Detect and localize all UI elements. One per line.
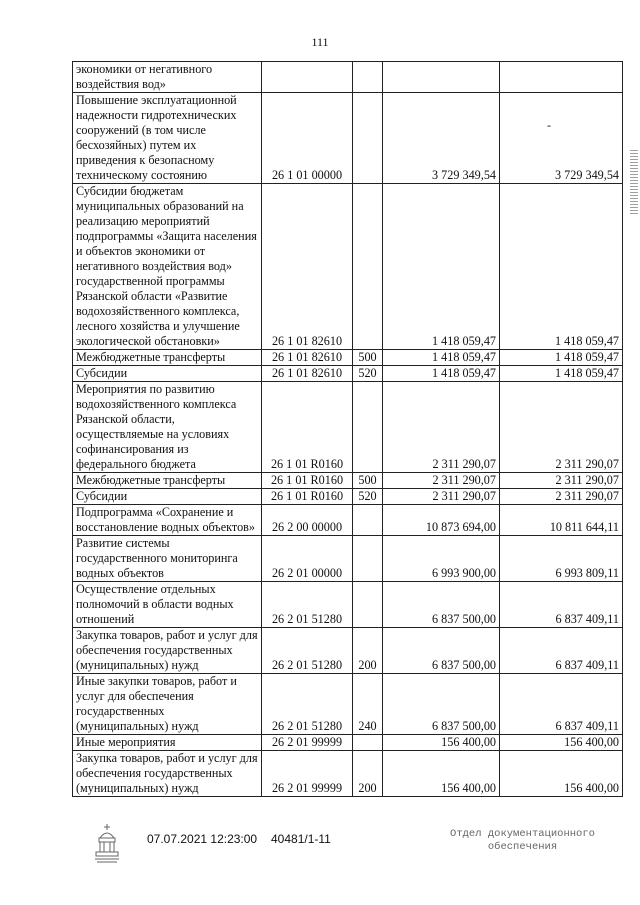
row-expense-type: [353, 382, 383, 473]
row-amount-approved: 6 837 500,00: [383, 628, 500, 674]
row-expense-type: 520: [353, 489, 383, 505]
table-row: [73, 536, 623, 582]
row-amount-executed: 156 400,00: [500, 751, 623, 797]
row-name: Межбюджетные трансферты: [73, 473, 262, 489]
row-amount-approved: 6 837 500,00: [383, 582, 500, 628]
row-amount-executed: 1 418 059,47: [500, 366, 623, 382]
row-amount-approved: 1 418 059,47: [383, 366, 500, 382]
row-name: Развитие системы государственного мониторинга водных объектов: [73, 536, 262, 582]
page-number: 111: [311, 35, 329, 49]
row-expense-type: 200: [353, 751, 383, 797]
row-expense-type: [353, 536, 383, 582]
row-code: 26 2 01 99999: [262, 751, 353, 797]
table-row: [73, 628, 623, 674]
row-code: 26 2 01 51280: [262, 582, 353, 628]
row-amount-executed: 1 418 059,47: [500, 184, 623, 350]
table-row: [73, 473, 623, 489]
row-amount-approved: 6 837 500,00: [383, 674, 500, 735]
row-amount-executed: 6 837 409,11: [500, 582, 623, 628]
row-amount-executed: 10 811 644,11: [500, 505, 623, 536]
row-amount-approved: 6 993 900,00: [383, 536, 500, 582]
row-amount-executed: 2 311 290,07: [500, 382, 623, 473]
table-row: [73, 505, 623, 536]
row-amount-executed: 3 729 349,54: [500, 93, 623, 184]
row-amount-executed: 6 837 409,11: [500, 628, 623, 674]
row-name: Субсидии: [73, 366, 262, 382]
row-name: Закупка товаров, работ и услуг для обеспечения государственных (муниципальных) нужд: [73, 751, 262, 797]
row-name: экономики от негативного воздействия вод»: [73, 62, 262, 93]
row-code: 26 2 00 00000: [262, 505, 353, 536]
row-code: 26 1 01 R0160: [262, 382, 353, 473]
row-name: Мероприятия по развитию водохозяйственного комплекса Рязанской области, осуществляемые на условиях софинансирования из федерального бюджета: [73, 382, 262, 473]
row-amount-approved: 2 311 290,07: [383, 473, 500, 489]
table-row: [73, 582, 623, 628]
row-name: Иные мероприятия: [73, 735, 262, 751]
row-expense-type: [353, 93, 383, 184]
table-row: [73, 735, 623, 751]
table-row: [73, 489, 623, 505]
pen-dash-mark: -: [547, 118, 551, 132]
footer-doc-number: 40481/1-11: [271, 832, 331, 846]
row-expense-type: 500: [353, 473, 383, 489]
row-amount-approved: 156 400,00: [383, 735, 500, 751]
table-row: [73, 382, 623, 473]
row-amount-approved: 3 729 349,54: [383, 93, 500, 184]
row-expense-type: [353, 184, 383, 350]
row-amount-approved: 2 311 290,07: [383, 489, 500, 505]
footer-date: 07.07.2021 12:23:00: [147, 832, 258, 846]
row-amount-approved: 10 873 694,00: [383, 505, 500, 536]
table-row: [73, 62, 623, 93]
row-code: 26 1 01 82610: [262, 184, 353, 350]
row-expense-type: [353, 505, 383, 536]
row-name: Межбюджетные трансферты: [73, 350, 262, 366]
row-expense-type: 500: [353, 350, 383, 366]
row-amount-approved: 2 311 290,07: [383, 382, 500, 473]
row-code: [262, 62, 353, 93]
scan-margin-mark: [630, 150, 638, 215]
row-amount-approved: [383, 62, 500, 93]
row-amount-executed: 6 993 809,11: [500, 536, 623, 582]
row-code: 26 1 01 R0160: [262, 489, 353, 505]
row-amount-approved: 1 418 059,47: [383, 350, 500, 366]
row-amount-approved: 1 418 059,47: [383, 184, 500, 350]
row-expense-type: 240: [353, 674, 383, 735]
row-code: 26 2 01 51280: [262, 674, 353, 735]
row-name: Субсидии: [73, 489, 262, 505]
footer-department-stamp: Отдел документационного обеспечения: [450, 828, 595, 853]
row-name: Подпрограмма «Сохранение и восстановление водных объектов»: [73, 505, 262, 536]
row-code: 26 2 01 51280: [262, 628, 353, 674]
row-amount-executed: 2 311 290,07: [500, 489, 623, 505]
row-name: Субсидии бюджетам муниципальных образований на реализацию мероприятий подпрограммы «Защита населения и объектов экономики от негативного воздействия вод» государственной программы Рязанской области «Развитие водохозяйственного комплекса, лесного хозяйства и улучшение экологической обстановки»: [73, 184, 262, 350]
row-name: Закупка товаров, работ и услуг для обеспечения государственных (муниципальных) нужд: [73, 628, 262, 674]
row-expense-type: [353, 735, 383, 751]
table-row: [73, 93, 623, 184]
row-code: 26 1 01 82610: [262, 350, 353, 366]
row-code: 26 1 01 R0160: [262, 473, 353, 489]
row-expense-type: 520: [353, 366, 383, 382]
row-expense-type: 200: [353, 628, 383, 674]
row-code: 26 1 01 00000: [262, 93, 353, 184]
row-code: 26 2 01 99999: [262, 735, 353, 751]
row-amount-executed: 1 418 059,47: [500, 350, 623, 366]
row-amount-executed: 2 311 290,07: [500, 473, 623, 489]
table-row: [73, 674, 623, 735]
row-name: Повышение эксплуатационной надежности гидротехнических сооружений (в том числе бесхозяйных) путем их приведения к безопасному техническому состоянию: [73, 93, 262, 184]
table-row: [73, 350, 623, 366]
table-row: [73, 366, 623, 382]
row-expense-type: [353, 62, 383, 93]
emblem-icon: [92, 822, 122, 866]
row-amount-executed: 6 837 409,11: [500, 674, 623, 735]
row-expense-type: [353, 582, 383, 628]
row-amount-executed: [500, 62, 623, 93]
budget-table: [72, 61, 623, 797]
row-amount-approved: 156 400,00: [383, 751, 500, 797]
row-name: Осуществление отдельных полномочий в области водных отношений: [73, 582, 262, 628]
footer: [0, 822, 640, 882]
table-row: [73, 751, 623, 797]
row-amount-executed: 156 400,00: [500, 735, 623, 751]
row-code: 26 2 01 00000: [262, 536, 353, 582]
row-code: 26 1 01 82610: [262, 366, 353, 382]
table-row: [73, 184, 623, 350]
row-name: Иные закупки товаров, работ и услуг для обеспечения государственных (муниципальных) нужд: [73, 674, 262, 735]
